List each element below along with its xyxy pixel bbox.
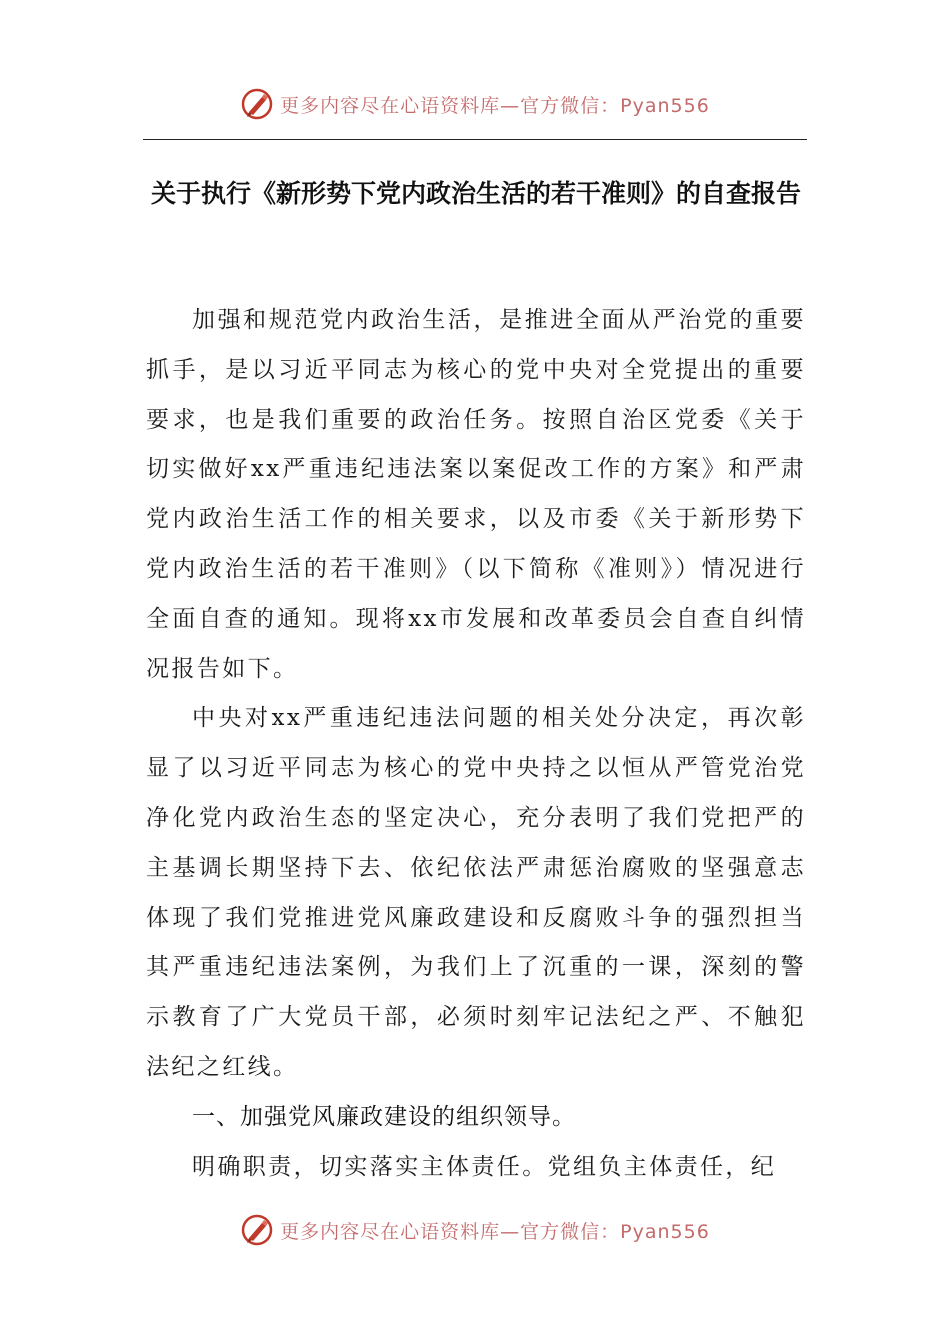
section-heading: 一、加强党风廉政建设的组织领导。 bbox=[192, 1103, 576, 1130]
footer-watermark bbox=[0, 1208, 950, 1252]
watermark-text: 更多内容尽在心语资料库—官方微信：Pyan556 bbox=[280, 94, 710, 117]
pen-logo-icon bbox=[240, 1213, 274, 1247]
paragraph-3: 明确职责，切实落实主体责任。党组负主体责任，纪 bbox=[192, 1153, 777, 1180]
watermark-text: 更多内容尽在心语资料库—官方微信：Pyan556 bbox=[280, 1220, 710, 1243]
pen-logo-icon bbox=[240, 87, 274, 121]
paragraph-2: 中央对xx严重违纪违法问题的相关处分决定，再次彰显了以习近平同志为核心的党中央持之以恒从严管党治党净化党内政治生态的坚定决心，充分表明了我们党把严的主基调长期坚持下去、依纪依法严肃惩治腐败的坚强意志体现了我们党推进党风廉政建设和反腐败斗争的强烈担当其严重违纪违法案例，为我们上了沉重的一课，深刻的警示教育了广大党员干部，必须时刻牢记法纪之严、不触犯法纪之红线。 bbox=[146, 705, 806, 1080]
header-watermark bbox=[0, 82, 950, 126]
document-body bbox=[146, 296, 806, 1192]
header-divider bbox=[143, 139, 807, 140]
paragraph-1: 加强和规范党内政治生活，是推进全面从严治党的重要抓手，是以习近平同志为核心的党中央对全党提出的重要要求，也是我们重要的政治任务。按照自治区党委《关于切实做好xx严重违纪违法案以案促改工作的方案》和严肃党内政治生活工作的相关要求，以及市委《关于新形势下党内政治生活的若干准则》（以下简称《准则》）情况进行全面自查的通知。现将xx市发展和改革委员会自查自纠情况报告如下。 bbox=[146, 307, 806, 682]
document-title: 关于执行《新形势下党内政治生活的若干准则》的自查报告 bbox=[150, 179, 801, 208]
